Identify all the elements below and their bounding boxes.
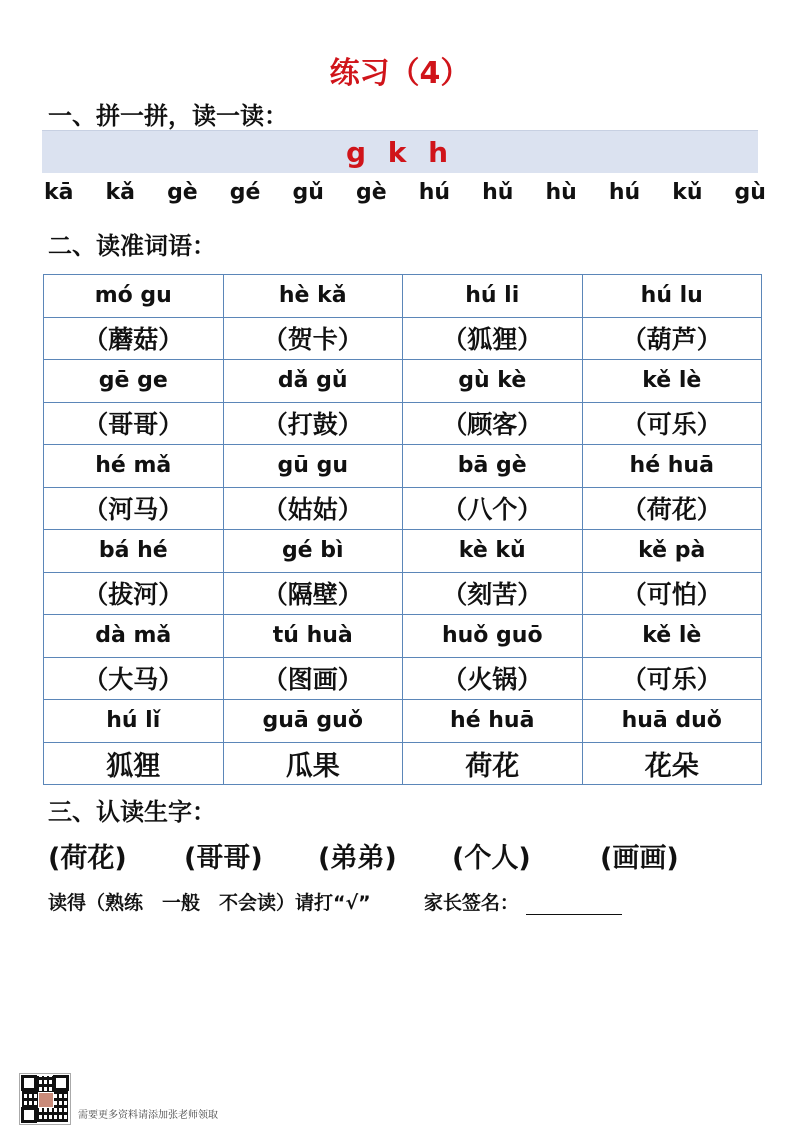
- hanzi-cell: （姑姑）: [223, 487, 403, 530]
- table-row-hanzi: [44, 572, 762, 615]
- table-row-pinyin: [44, 360, 762, 403]
- reading-word: (哥哥): [184, 843, 263, 874]
- reading-word: (弟弟): [318, 843, 397, 874]
- hanzi-cell: （河马）: [44, 487, 224, 530]
- hanzi-cell: （蘑菇）: [44, 317, 224, 360]
- footer-note: 需要更多资料请添加张老师领取: [78, 1110, 218, 1121]
- hanzi-cell: （大马）: [44, 657, 224, 700]
- hanzi-cell: （狐狸）: [403, 317, 583, 360]
- table-row-hanzi: [44, 657, 762, 700]
- hanzi-cell: （可乐）: [582, 657, 762, 700]
- pinyin-cell: gé bì: [223, 530, 403, 573]
- syllable: hù: [545, 180, 577, 205]
- syllable: kǎ: [105, 180, 136, 205]
- section-heading-words: 二、读准词语：: [48, 232, 216, 260]
- syllable: hú: [418, 180, 451, 205]
- table-row-hanzi: [44, 742, 762, 785]
- pinyin-cell: huǒ guō: [403, 615, 583, 658]
- hanzi-cell: （可怕）: [582, 572, 762, 615]
- syllable: hú: [608, 180, 641, 205]
- pinyin-cell: gē ge: [44, 360, 224, 403]
- table-row-pinyin: [44, 275, 762, 318]
- table-row-pinyin: [44, 700, 762, 743]
- table-row-pinyin: [44, 445, 762, 488]
- initials-banner: g k h: [42, 130, 758, 173]
- syllable: kǔ: [672, 180, 703, 205]
- hanzi-cell: （八个）: [403, 487, 583, 530]
- pinyin-cell: hé huā: [403, 700, 583, 743]
- parent-signature-label: 家长签名：: [423, 892, 519, 914]
- syllable-row: [44, 180, 766, 205]
- hanzi-cell: （葫芦）: [582, 317, 762, 360]
- pinyin-cell: bā gè: [403, 445, 583, 488]
- syllable: gè: [167, 180, 198, 205]
- hanzi-cell: 花朵: [582, 742, 762, 785]
- hanzi-cell: （拔河）: [44, 572, 224, 615]
- syllable: hǔ: [482, 180, 514, 205]
- evaluation-note: [48, 888, 622, 915]
- pinyin-cell: bá hé: [44, 530, 224, 573]
- hanzi-cell: （哥哥）: [44, 402, 224, 445]
- pinyin-cell: dǎ gǔ: [223, 360, 403, 403]
- avatar: [38, 1092, 54, 1108]
- hanzi-cell: （火锅）: [403, 657, 583, 700]
- pinyin-cell: hé huā: [582, 445, 762, 488]
- section-heading-characters: 三、认读生字：: [48, 798, 216, 826]
- pinyin-cell: kě lè: [582, 360, 762, 403]
- pinyin-cell: hú lu: [582, 275, 762, 318]
- qr-code-icon: [20, 1074, 70, 1124]
- hanzi-cell: （隔壁）: [223, 572, 403, 615]
- page-title: 练习（4）: [329, 56, 471, 91]
- hanzi-cell: 狐狸: [44, 742, 224, 785]
- pinyin-cell: kě lè: [582, 615, 762, 658]
- hanzi-cell: （图画）: [223, 657, 403, 700]
- pinyin-cell: hè kǎ: [223, 275, 403, 318]
- pinyin-cell: tú huà: [223, 615, 403, 658]
- pinyin-cell: huā duǒ: [582, 700, 762, 743]
- pinyin-cell: kě pà: [582, 530, 762, 573]
- syllable: gè: [355, 180, 387, 205]
- table-row-hanzi: [44, 402, 762, 445]
- reading-word: (荷花): [48, 843, 127, 874]
- table-row-hanzi: [44, 317, 762, 360]
- hanzi-cell: （荷花）: [582, 487, 762, 530]
- syllable: gù: [734, 180, 766, 205]
- table-row-pinyin: [44, 615, 762, 658]
- pinyin-cell: hú lǐ: [44, 700, 224, 743]
- pinyin-cell: hú li: [403, 275, 583, 318]
- reading-word: (个人): [452, 843, 531, 874]
- table-row-hanzi: [44, 487, 762, 530]
- hanzi-cell: （刻苦）: [403, 572, 583, 615]
- pinyin-cell: dà mǎ: [44, 615, 224, 658]
- hanzi-cell: （顾客）: [403, 402, 583, 445]
- pinyin-cell: hé mǎ: [44, 445, 224, 488]
- word-table: [43, 274, 762, 785]
- reading-word: (画画): [600, 843, 679, 874]
- pinyin-cell: kè kǔ: [403, 530, 583, 573]
- syllable: kā: [44, 180, 74, 205]
- section-heading-pinyin: 一、拼一拼，读一读：: [48, 102, 288, 130]
- hanzi-cell: 荷花: [403, 742, 583, 785]
- syllable: gǔ: [292, 180, 324, 205]
- pinyin-cell: mó gu: [44, 275, 224, 318]
- pinyin-cell: guā guǒ: [223, 700, 403, 743]
- hanzi-cell: （打鼓）: [223, 402, 403, 445]
- table-row-pinyin: [44, 530, 762, 573]
- signature-line: [526, 896, 622, 915]
- evaluation-instruction: 读得（熟练 一般 不会读）请打“√”: [48, 892, 371, 914]
- hanzi-cell: 瓜果: [223, 742, 403, 785]
- pinyin-cell: gù kè: [403, 360, 583, 403]
- hanzi-cell: （可乐）: [582, 402, 762, 445]
- syllable: gé: [229, 180, 261, 205]
- pinyin-cell: gū gu: [223, 445, 403, 488]
- hanzi-cell: （贺卡）: [223, 317, 403, 360]
